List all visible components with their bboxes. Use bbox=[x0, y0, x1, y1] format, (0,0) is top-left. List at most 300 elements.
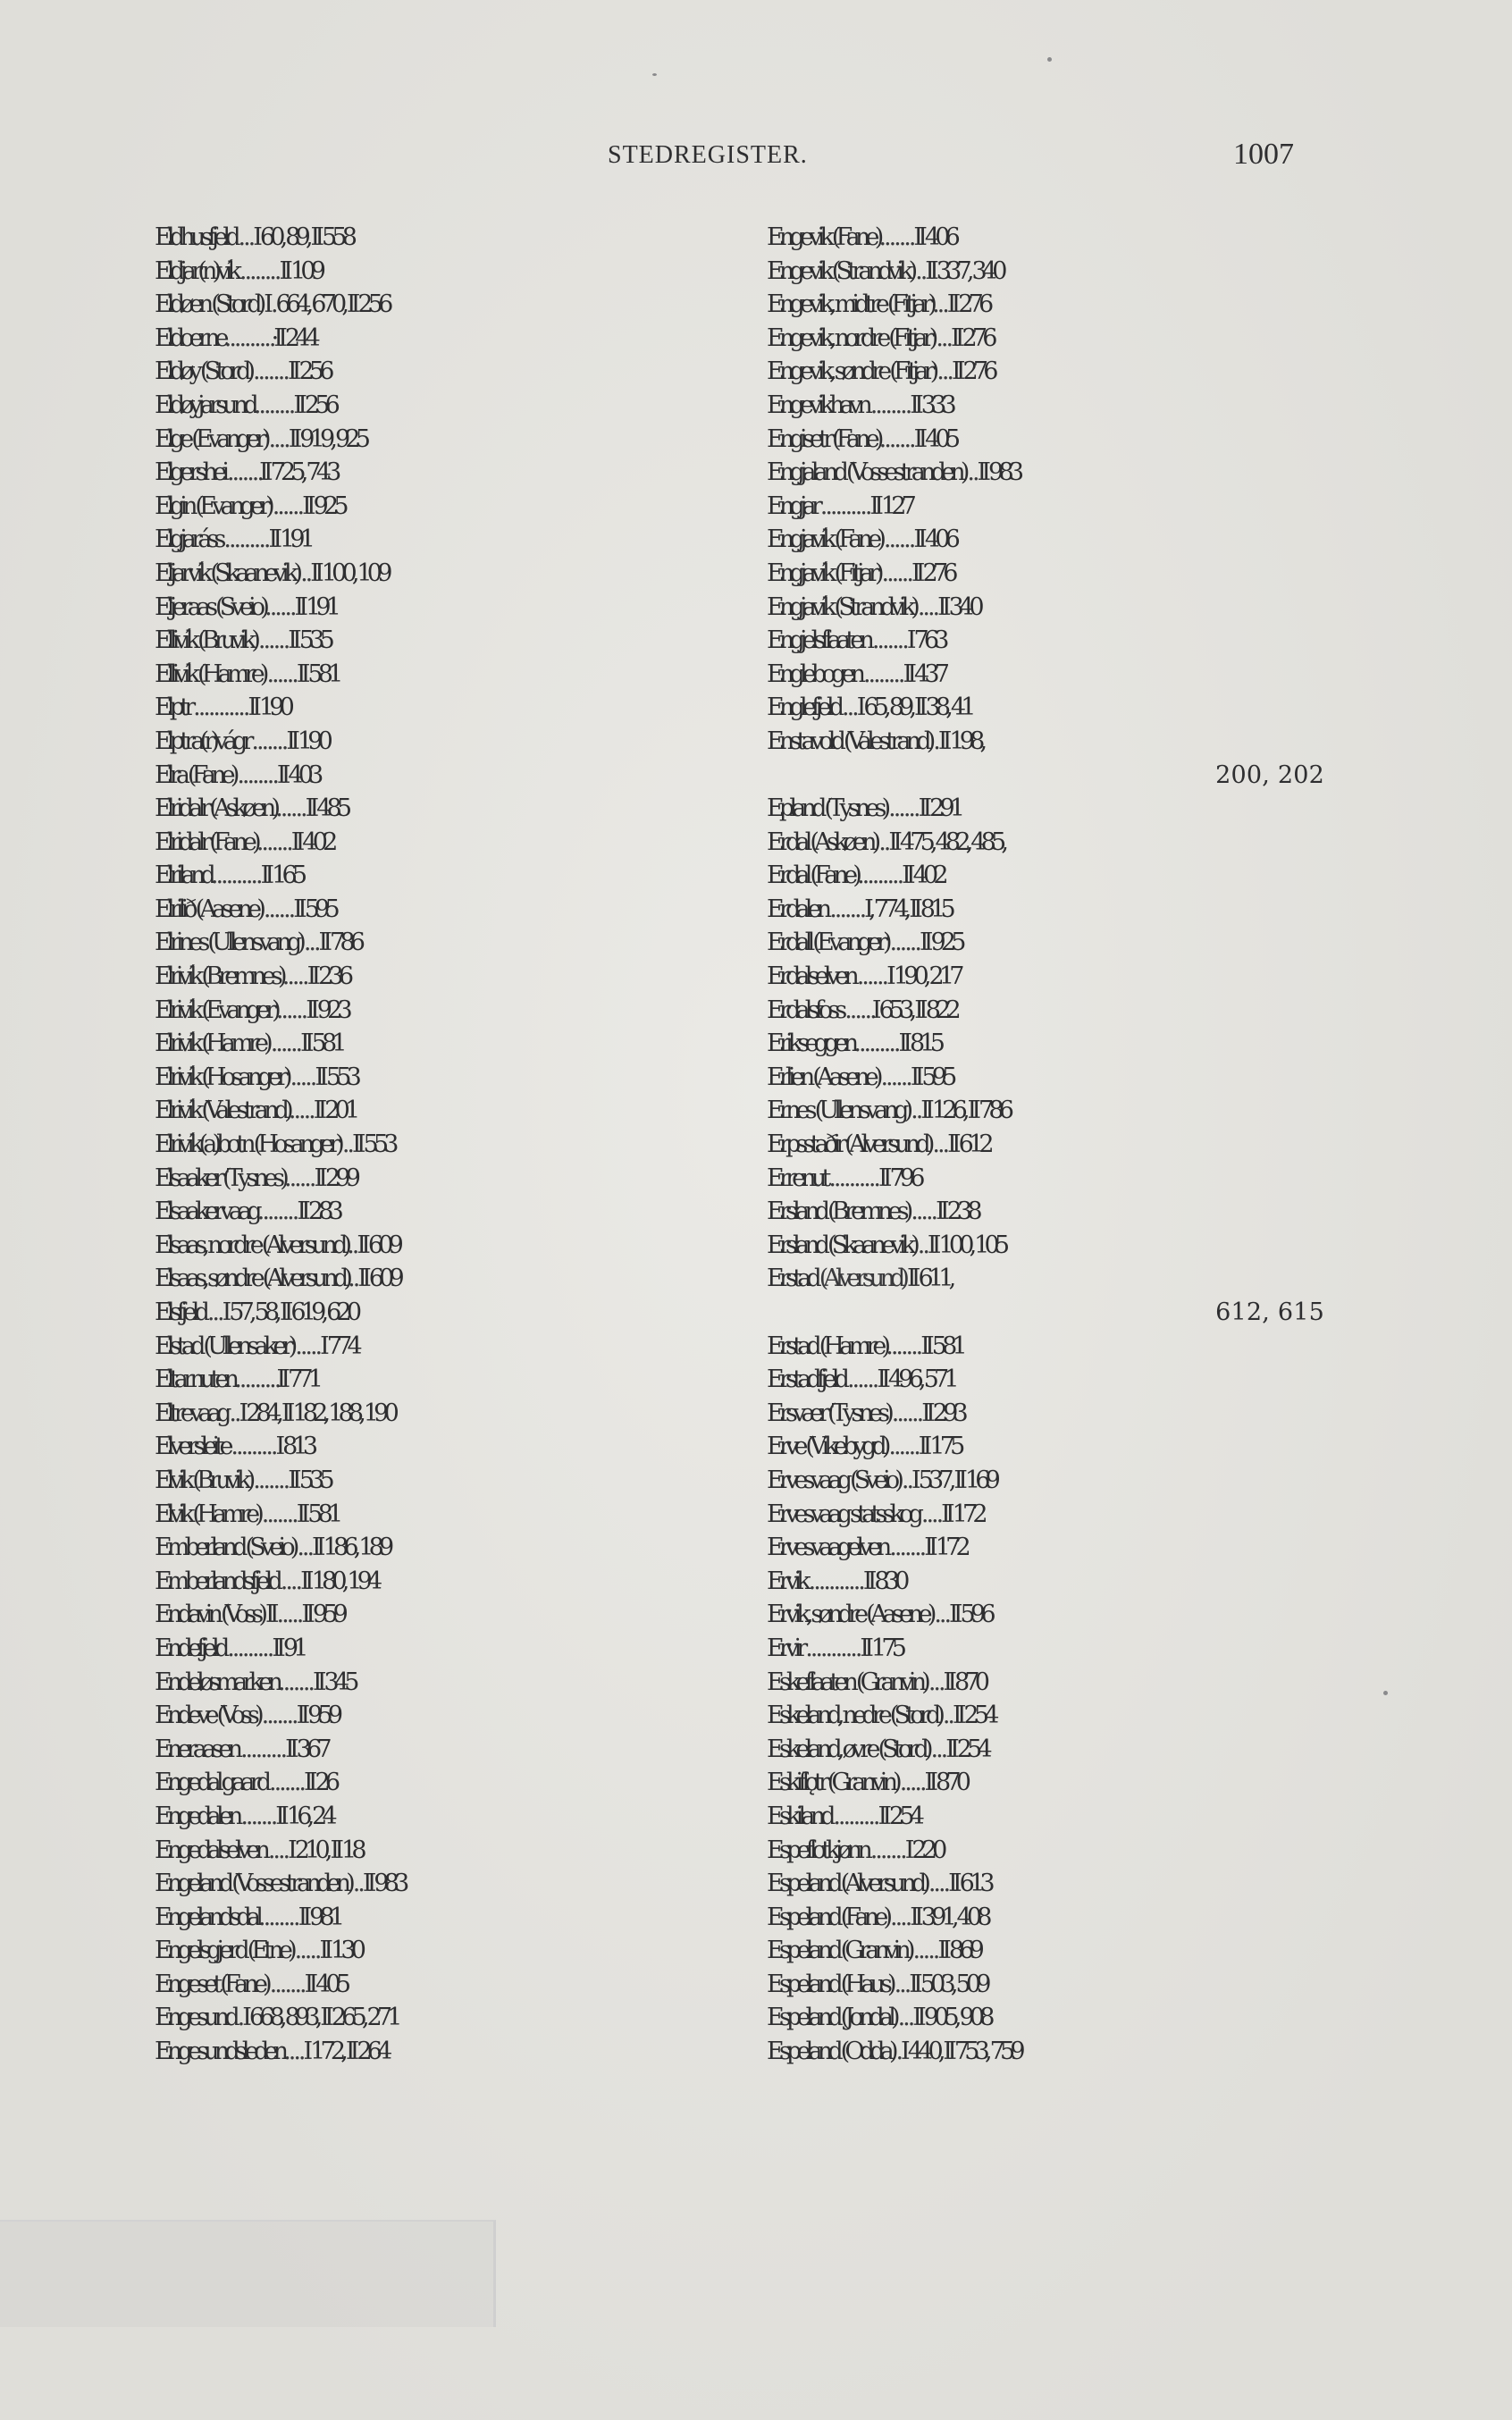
entry-page-reference: II 402 bbox=[290, 828, 333, 856]
entry-page-reference: I 668, 893, II 265, 271 bbox=[242, 2004, 398, 2032]
index-entry bbox=[155, 1430, 727, 1464]
entry-page-reference: II 983 bbox=[977, 458, 1020, 487]
entry-leader-dots: . . . bbox=[301, 929, 319, 957]
entry-leader-dots: . . . . bbox=[265, 1836, 289, 1864]
entry-place-name: Eskeflaaten (Granvin) bbox=[767, 1668, 927, 1696]
index-entry bbox=[767, 423, 1331, 457]
entry-leader-dots: . . bbox=[912, 256, 926, 285]
entry-place-name: Engevik, søndre (Fitjar) bbox=[767, 357, 935, 386]
entry-page-reference: II 611, bbox=[906, 1265, 952, 1293]
entry-leader-dots: . . . . . . bbox=[284, 1164, 315, 1192]
entry-page-reference: I 210, II 18 bbox=[288, 1836, 362, 1864]
entry-place-name: Elrivík(a)botn (Hosanger) bbox=[155, 1130, 340, 1159]
index-entry bbox=[155, 1901, 727, 1935]
entry-page-reference: II 345 bbox=[313, 1668, 355, 1696]
entry-leader-dots: . . . . . . . . bbox=[867, 391, 911, 419]
entry-page-reference: II 198, bbox=[937, 727, 983, 755]
entry-place-name: Eldoerne bbox=[155, 324, 224, 352]
entry-leader-dots: . . . . . . . bbox=[867, 1836, 905, 1864]
index-entry bbox=[155, 826, 727, 860]
entry-page-reference: II 609 bbox=[357, 1231, 399, 1259]
index-entry bbox=[155, 322, 727, 356]
entry-page-reference: II 172 bbox=[924, 1534, 966, 1562]
entry-leader-dots: . . . . . bbox=[910, 1937, 938, 1965]
entry-place-name: Elvik (Hamre) bbox=[155, 1500, 259, 1528]
index-entry bbox=[767, 1430, 1331, 1464]
index-entry bbox=[767, 826, 1331, 860]
entry-place-name: Erdal (Fane) bbox=[767, 861, 858, 890]
index-entry bbox=[767, 691, 1331, 725]
entry-place-name: Elsaas, søndre (Alversund) bbox=[155, 1265, 349, 1293]
entry-place-name: Elridalr (Askøen) bbox=[155, 794, 276, 823]
entry-leader-dots: . . . . . bbox=[273, 1601, 302, 1629]
entry-page-reference: II 180, 194 bbox=[300, 1567, 378, 1595]
index-entry bbox=[767, 1666, 1331, 1700]
entry-leader-dots: . . . . bbox=[278, 1567, 301, 1595]
index-entry bbox=[767, 557, 1331, 591]
entry-leader-dots: . . . bbox=[933, 324, 952, 352]
entry-leader-dots: . . . . bbox=[283, 2038, 304, 2066]
entry-page-reference: II 870 bbox=[924, 1769, 967, 1797]
index-entry bbox=[767, 859, 1331, 893]
entry-page-reference: II 256 bbox=[287, 357, 330, 386]
entry-leader-dots: . . . . . . bbox=[842, 996, 872, 1024]
entry-page-reference: II 405 bbox=[913, 424, 956, 453]
entry-leader-dots: . . . bbox=[839, 693, 857, 722]
entry-place-name: Eldjar(n)vík bbox=[155, 256, 238, 285]
index-entry bbox=[767, 1531, 1331, 1565]
entry-page-reference: II 238 bbox=[936, 1197, 978, 1226]
index-entry bbox=[155, 1027, 727, 1061]
entry-leader-dots: . . . bbox=[928, 1735, 946, 1763]
entry-page-reference: II 981 bbox=[298, 1903, 340, 1931]
entry-page-reference: II 191 bbox=[268, 525, 311, 554]
entry-leader-dots: . . . . . . . . . bbox=[221, 525, 269, 554]
entry-place-name: Eldøy (Stord) bbox=[155, 357, 251, 386]
entry-leader-dots: . . . . . . . bbox=[886, 1332, 921, 1360]
entry-page-reference: II 925 bbox=[302, 492, 344, 520]
entry-place-name: Elgjaráss bbox=[155, 525, 222, 554]
entry-place-name: Erdal (Askøen) bbox=[767, 828, 877, 856]
index-entry bbox=[155, 1565, 727, 1599]
entry-leader-dots: . . . . . . . bbox=[250, 1466, 289, 1494]
entry-place-name: Elsaaker (Tysnes) bbox=[155, 1164, 285, 1192]
print-speck bbox=[1047, 57, 1052, 62]
entry-leader-dots: . . . . bbox=[926, 1870, 949, 1898]
entry-place-name: Engjavík (Fitjar) bbox=[767, 559, 879, 587]
entry-leader-dots: . . . . . . bbox=[269, 492, 303, 520]
index-entry bbox=[767, 1094, 1331, 1128]
index-entry bbox=[155, 1229, 727, 1263]
entry-page-reference: ·II 244 bbox=[271, 324, 316, 352]
index-entry bbox=[155, 658, 727, 692]
entry-leader-dots: . . . . . . . . . bbox=[830, 1802, 878, 1830]
entry-leader-dots: . . bbox=[347, 1231, 357, 1259]
entry-place-name: Errenut bbox=[767, 1164, 827, 1192]
index-entry bbox=[155, 926, 727, 960]
entry-page-reference: II 276 bbox=[946, 290, 989, 319]
entry-page-reference: II 254 bbox=[878, 1802, 920, 1830]
entry-place-name: Engelsgjerd (Etne) bbox=[155, 1937, 292, 1965]
entry-page-reference: II 126, II 786 bbox=[920, 1097, 1010, 1125]
index-entry bbox=[767, 456, 1331, 490]
entry-page-reference: I 813 bbox=[275, 1433, 314, 1461]
index-entry bbox=[767, 1397, 1331, 1431]
entry-leader-dots: . . . . . . . . bbox=[237, 256, 280, 285]
index-entry bbox=[155, 288, 727, 322]
entry-page-reference: II 796 bbox=[878, 1164, 920, 1192]
entry-place-name: Ervesvaagelven bbox=[767, 1534, 887, 1562]
entry-leader-dots: . . . . . . . bbox=[869, 626, 907, 655]
entry-page-reference: II 815 bbox=[898, 1029, 941, 1058]
entry-leader-dots: . . . . . . bbox=[886, 929, 920, 957]
entry-page-reference: II 172 bbox=[941, 1500, 983, 1528]
entry-leader-dots: . . . bbox=[294, 1534, 313, 1562]
index-entry bbox=[155, 1666, 727, 1700]
entry-place-name: Ersland (Skaanevik) bbox=[767, 1231, 915, 1259]
entry-page-reference: II 870 bbox=[943, 1668, 986, 1696]
index-entry bbox=[767, 1195, 1331, 1229]
entry-leader-dots: . . . . . . bbox=[275, 794, 306, 823]
index-entry bbox=[767, 255, 1331, 289]
index-entry bbox=[767, 658, 1331, 692]
entry-leader-dots: . . . . . . . . bbox=[253, 391, 294, 419]
entry-place-name: Ernes (Ullensvang) bbox=[767, 1097, 909, 1125]
index-entry bbox=[767, 591, 1331, 625]
index-entry bbox=[155, 591, 727, 625]
entry-leader-dots: . . . . . bbox=[288, 1097, 314, 1125]
entry-page-reference: II 613 bbox=[948, 1870, 990, 1898]
entry-place-name: Elra (Fane) bbox=[155, 760, 235, 789]
entry-page-reference: II 337, 340 bbox=[925, 256, 1003, 285]
entry-place-name: Espeland (Odda) bbox=[767, 2038, 894, 2066]
entry-place-name: Engeland (Vossestranden) bbox=[155, 1870, 350, 1898]
entry-place-name: Elrilið (Aasene) bbox=[155, 895, 262, 923]
entry-place-name: Ellivík (Hamre) bbox=[155, 660, 265, 688]
index-entry bbox=[767, 1699, 1331, 1733]
print-speck bbox=[1383, 1691, 1388, 1695]
entry-leader-dots: . . . . . . . . . bbox=[234, 1365, 277, 1394]
entry-reference-continuation: 200, 202 bbox=[1215, 760, 1324, 789]
entry-leader-dots: . . . . . . bbox=[267, 1029, 301, 1058]
index-entry bbox=[155, 1094, 727, 1128]
entry-leader-dots: . . bbox=[940, 1702, 953, 1730]
entry-page-reference: II 959 bbox=[296, 1702, 339, 1730]
index-entry bbox=[767, 1027, 1331, 1061]
entry-leader-dots: . . . . . . bbox=[264, 660, 297, 688]
entry-place-name: Erstad (Hamre) bbox=[767, 1332, 886, 1360]
entry-page-reference: II 485 bbox=[305, 794, 348, 823]
entry-leader-dots: . . . . . . . bbox=[886, 1534, 925, 1562]
entry-leader-dots: . . . . . bbox=[896, 1769, 925, 1797]
entry-place-name: Ervesvaag statsskog bbox=[767, 1500, 920, 1528]
index-entry bbox=[767, 523, 1331, 557]
entry-leader-dots: . . . bbox=[926, 1668, 944, 1696]
index-entry bbox=[767, 1598, 1331, 1632]
entry-place-name: Ervesvaag (Sveio) bbox=[767, 1466, 900, 1494]
entry-page-reference: II 391, 408 bbox=[910, 1903, 987, 1931]
index-entry bbox=[155, 1800, 727, 1834]
entry-place-name: Elgershei bbox=[155, 458, 225, 487]
index-entry bbox=[767, 624, 1331, 658]
entry-leader-dots: . . . . . . . . . . . bbox=[190, 693, 248, 722]
entry-leader-dots: . . . . . . bbox=[853, 962, 887, 991]
entry-place-name: Englebogen bbox=[767, 660, 861, 688]
entry-page-reference: II 959 bbox=[301, 1601, 343, 1629]
entry-leader-dots: . . . . . . . bbox=[827, 895, 865, 923]
entry-page-reference: II 581 bbox=[300, 1029, 342, 1058]
entry-place-name: Elsaas, nordre (Alversund) bbox=[155, 1231, 348, 1259]
entry-page-reference: II 186, 189 bbox=[312, 1534, 390, 1562]
index-entry bbox=[155, 221, 727, 255]
entry-place-name: Erdalen bbox=[767, 895, 827, 923]
entry-place-name: Elrivík (Bremnes) bbox=[155, 962, 282, 991]
entry-place-name: Eneraasen bbox=[155, 1735, 239, 1763]
index-entry bbox=[155, 624, 727, 658]
entry-place-name: Eskeland, nedre (Stord) bbox=[767, 1702, 941, 1730]
entry-leader-dots: . . . . . . . . . bbox=[238, 1735, 286, 1763]
index-entry bbox=[767, 389, 1331, 423]
entry-leader-dots: . . . . . . . bbox=[258, 1500, 297, 1528]
entry-leader-dots: . . . . . . . . . bbox=[857, 861, 903, 890]
entry-page-reference: I 774 bbox=[320, 1332, 357, 1360]
entry-leader-dots: . . bbox=[226, 1399, 239, 1427]
index-entry bbox=[155, 1968, 727, 2002]
entry-leader-dots: . . bbox=[349, 1870, 363, 1898]
entry-place-name: Engedalselven bbox=[155, 1836, 266, 1864]
entry-page-reference: II 925 bbox=[919, 929, 962, 957]
entry-leader-dots: . . . . . . bbox=[844, 1365, 878, 1394]
entry-place-name: Eskeland, øvre (Stord) bbox=[767, 1735, 928, 1763]
entry-leader-dots: . . . . bbox=[265, 424, 289, 453]
entry-page-reference: II 437 bbox=[903, 660, 945, 688]
entry-leader-dots: . . . . . . . bbox=[266, 1769, 304, 1797]
index-entry bbox=[155, 1363, 727, 1397]
entry-place-name: Enstavold (Valestrand) bbox=[767, 727, 931, 755]
entry-place-name: Erpsstaðir (Alversund) bbox=[767, 1130, 930, 1159]
entry-place-name: Elrivík (Valestrand) bbox=[155, 1097, 289, 1125]
entry-page-reference: II 256 bbox=[293, 391, 336, 419]
entry-page-reference: II 581 bbox=[296, 660, 339, 688]
index-entry bbox=[155, 1766, 727, 1800]
entry-leader-dots: . . . . bbox=[915, 592, 938, 621]
entry-page-reference: II 771 bbox=[276, 1365, 319, 1394]
entry-place-name: Engelandsdal bbox=[155, 1903, 259, 1931]
index-entry bbox=[767, 1632, 1331, 1666]
entry-place-name: Endefjeld bbox=[155, 1634, 225, 1662]
page-number: 1007 bbox=[1233, 138, 1294, 171]
entry-place-name: Eskiflǫtr (Granvin) bbox=[767, 1769, 897, 1797]
entry-page-reference: I 440, II 753, 759 bbox=[901, 2038, 1021, 2066]
entry-place-name: Eljeraas (Sveio) bbox=[155, 592, 265, 621]
index-entry bbox=[155, 523, 727, 557]
index-entry bbox=[155, 557, 727, 591]
entry-page-reference: II 406 bbox=[913, 223, 956, 251]
entry-leader-dots: . . . . bbox=[919, 1500, 942, 1528]
entry-page-reference: II 905, 908 bbox=[912, 2004, 990, 2032]
entry-leader-dots: . . bbox=[298, 559, 311, 587]
entry-page-reference: II 405 bbox=[304, 1970, 347, 1998]
index-column-left bbox=[155, 221, 727, 2069]
index-entry bbox=[767, 1330, 1331, 1364]
entry-place-name: Eskiland bbox=[767, 1802, 831, 1830]
index-entry bbox=[767, 288, 1331, 322]
entry-leader-dots: . . . . . . . bbox=[248, 727, 287, 755]
entry-place-name: Engjaland (Vossestranden) bbox=[767, 458, 965, 487]
index-entry bbox=[155, 759, 727, 793]
entry-page-reference: II 100, 109 bbox=[310, 559, 388, 587]
entry-page-reference: II 612 bbox=[947, 1130, 989, 1159]
entry-leader-dots: . . bbox=[915, 1231, 928, 1259]
index-entry bbox=[767, 1061, 1331, 1095]
entry-page-reference: II 91 bbox=[272, 1634, 304, 1662]
index-entry bbox=[767, 1934, 1331, 1968]
entry-leader-dots: . . . . . . . . bbox=[256, 1197, 298, 1226]
entry-page-reference: I 190, 217 bbox=[886, 962, 960, 991]
entry-place-name: Ellivík (Bruvik) bbox=[155, 626, 256, 655]
index-entry bbox=[155, 1061, 727, 1095]
entry-page-reference: I 220 bbox=[904, 1836, 943, 1864]
entry-leader-dots: . . . . . . . bbox=[224, 458, 260, 487]
entry-leader-dots: . bbox=[234, 2004, 243, 2032]
index-entry bbox=[155, 355, 727, 389]
entry-page-reference: II 109 bbox=[279, 256, 322, 285]
entry-place-name: Elrivík (Hamre) bbox=[155, 1029, 268, 1058]
index-entry bbox=[767, 725, 1331, 759]
entry-place-name: Engedal gaard bbox=[155, 1769, 267, 1797]
entry-reference-continuation: 612, 615 bbox=[1215, 1298, 1324, 1326]
entry-leader-dots: . . . . . bbox=[908, 1197, 937, 1226]
entry-page-reference: II 869 bbox=[937, 1937, 979, 1965]
entry-leader-dots: . . . . . . . . . . bbox=[210, 861, 261, 890]
index-entry bbox=[155, 1834, 727, 1868]
index-entry bbox=[767, 1565, 1331, 1599]
entry-leader-dots: . . . . . . . . . . bbox=[223, 324, 272, 352]
entry-leader-dots: . bbox=[893, 2038, 902, 2066]
entry-leader-dots: . . . . . . bbox=[878, 559, 911, 587]
index-entry bbox=[155, 1330, 727, 1364]
entry-place-name: Endeve (Voss) bbox=[155, 1702, 259, 1730]
entry-place-name: Eldhusfjeld bbox=[155, 223, 236, 251]
entry-place-name: Elgin (Evanger) bbox=[155, 492, 270, 520]
entry-page-reference: II 923 bbox=[306, 996, 348, 1024]
index-entry bbox=[155, 1699, 727, 1733]
index-entry bbox=[155, 859, 727, 893]
entry-place-name: Eltrevaag bbox=[155, 1399, 227, 1427]
entry-page-reference: I 537, II 169 bbox=[911, 1466, 996, 1494]
entry-leader-dots: . . . bbox=[895, 2004, 913, 2032]
entry-place-name: Ervik, søndre (Aasene) bbox=[767, 1601, 932, 1629]
entry-leader-dots: . . . . . . . . . . bbox=[817, 492, 870, 520]
entry-leader-dots: . . . . . . bbox=[265, 592, 295, 621]
entry-page-reference: II 919, 925 bbox=[288, 424, 366, 453]
index-entry bbox=[155, 1934, 727, 1968]
print-speck bbox=[652, 73, 657, 76]
entry-page-reference: I, 774, II 815 bbox=[864, 895, 951, 923]
entry-place-name: Endavin (Voss) II bbox=[155, 1601, 274, 1629]
entry-leader-dots: . . . . . . . . . bbox=[228, 1433, 276, 1461]
entry-leader-dots: . . . . bbox=[887, 1903, 911, 1931]
index-entry bbox=[767, 490, 1331, 524]
index-entry bbox=[767, 926, 1331, 960]
entry-place-name: Elrivík (Evanger) bbox=[155, 996, 276, 1024]
index-entry bbox=[155, 960, 727, 994]
entry-page-reference: I 60, 89, II 558 bbox=[253, 223, 353, 251]
index-entry bbox=[155, 893, 727, 927]
index-entry bbox=[767, 994, 1331, 1028]
index-entry bbox=[155, 1867, 727, 1901]
index-entry bbox=[767, 2001, 1331, 2035]
entry-place-name: Elstad (Ullensaker) bbox=[155, 1332, 293, 1360]
entry-leader-dots: . . . bbox=[235, 223, 254, 251]
entry-page-reference: II 367 bbox=[285, 1735, 327, 1763]
index-entry bbox=[767, 960, 1331, 994]
entry-page-reference: II 535 bbox=[288, 1466, 330, 1494]
entry-leader-dots: . . . . . . . bbox=[256, 828, 291, 856]
index-entry bbox=[767, 1128, 1331, 1162]
entry-leader-dots: . . bbox=[340, 1130, 352, 1159]
index-entry bbox=[767, 322, 1331, 356]
entry-leader-dots: . . . . . bbox=[287, 1063, 315, 1091]
entry-place-name: Engjavík (Strandvik) bbox=[767, 592, 916, 621]
entry-page-reference: II 254 bbox=[945, 1735, 987, 1763]
entry-leader-dots: . . . bbox=[934, 357, 952, 386]
entry-leader-dots: . . . . . . bbox=[261, 895, 294, 923]
entry-leader-dots: . . . . . . bbox=[886, 794, 919, 823]
entry-page-reference: II 403 bbox=[276, 760, 319, 789]
entry-leader-dots: . . . . . bbox=[281, 962, 307, 991]
entry-leader-dots: . . . . . . . . bbox=[234, 760, 277, 789]
entry-place-name: Erve (Vikebygd) bbox=[767, 1433, 886, 1461]
entry-place-name: Erikseggen bbox=[767, 1029, 854, 1058]
index-entry bbox=[155, 1632, 727, 1666]
entry-place-name: Elriland bbox=[155, 861, 211, 890]
entry-leader-dots: . . . . . . . bbox=[258, 1702, 297, 1730]
index-entry bbox=[767, 1733, 1331, 1767]
index-entry bbox=[155, 1128, 727, 1162]
entry-place-name: Elridalr (Fane) bbox=[155, 828, 256, 856]
entry-place-name: Elge (Evanger) bbox=[155, 424, 266, 453]
entry-page-reference: II 254 bbox=[952, 1702, 995, 1730]
library-stamp-strip bbox=[0, 2220, 496, 2327]
index-entry bbox=[767, 1162, 1331, 1196]
entry-page-reference: II 236 bbox=[307, 962, 349, 991]
entry-place-name: Epland (Tysnes) bbox=[767, 794, 886, 823]
entry-place-name: Elptr bbox=[155, 693, 191, 722]
entry-page-reference: I 65, 89, II 38, 41 bbox=[856, 693, 971, 722]
entry-leader-dots: . . . . . . . bbox=[238, 1802, 276, 1830]
entry-page-reference: II 333 bbox=[910, 391, 952, 419]
entry-place-name: Engjelsflaaten bbox=[767, 626, 870, 655]
entry-place-name: Eldøen (Stord) I bbox=[155, 290, 269, 319]
index-entry bbox=[155, 1296, 727, 1330]
entry-place-name: Elrines (Ullensvang) bbox=[155, 929, 302, 957]
entry-leader-dots: . . . bbox=[932, 290, 947, 319]
entry-place-name: Ervir bbox=[767, 1634, 803, 1662]
entry-leader-dots: . . . . . . bbox=[878, 1063, 911, 1091]
entry-place-name: Espeflotkjønn bbox=[767, 1836, 868, 1864]
entry-place-name: Elsfjeld bbox=[155, 1298, 206, 1326]
index-entry bbox=[767, 1800, 1331, 1834]
entry-place-name: Erstad bbox=[767, 1265, 817, 1293]
entry-page-reference: II 26 bbox=[303, 1769, 336, 1797]
entry-place-name: Engevik (Fane) bbox=[767, 223, 879, 251]
index-entry bbox=[767, 1968, 1331, 2002]
entry-place-name: Emberlandsfjeld bbox=[155, 1567, 279, 1595]
index-entry bbox=[155, 994, 727, 1028]
index-entry bbox=[155, 1531, 727, 1565]
entry-leader-dots: (Alversund) bbox=[816, 1265, 907, 1293]
